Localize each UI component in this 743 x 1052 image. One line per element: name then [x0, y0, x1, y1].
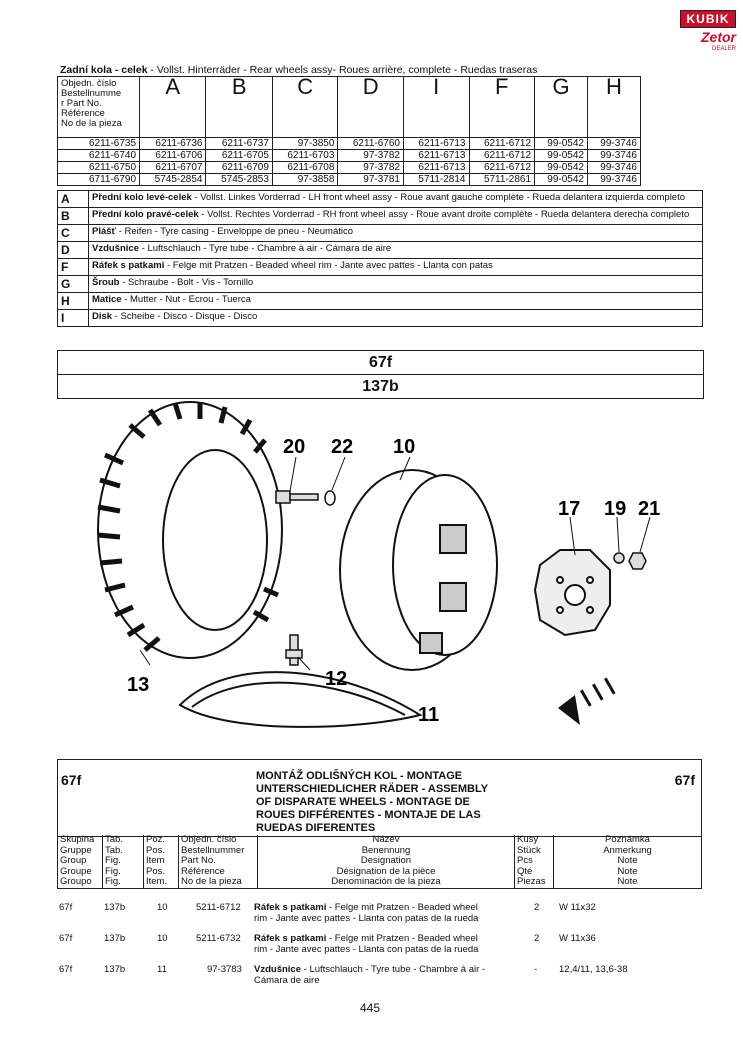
legend-bold: Přední kolo levé-celek: [92, 192, 192, 203]
legend-row: [58, 208, 703, 225]
legend-letter: A: [58, 191, 89, 208]
header-line: Bestellnumme: [61, 88, 122, 99]
column-letter: D: [338, 77, 404, 138]
direction-arrow: [558, 678, 616, 726]
valve-illustration: [286, 635, 302, 665]
item-name: [254, 902, 478, 913]
col-poz: [144, 835, 179, 888]
col-line: Item.: [146, 876, 168, 888]
legend-letter: D: [58, 242, 89, 259]
legend-desc: - Felge mit Pratzen - Beaded wheel rim - Jante avec pattes - Llanta con patas: [164, 260, 493, 271]
table-cell: 99-3746: [587, 174, 640, 186]
col-line: Fig.: [105, 855, 121, 867]
item-name-rest: - Felge mit Pratzen - Beaded wheel: [326, 902, 478, 913]
legend-text: [89, 242, 703, 259]
legend-bold: Šroub: [92, 277, 120, 288]
table-cell: 6211-6713: [403, 150, 469, 162]
section-title-line: OF DISPARATE WHEELS - MONTAGE DE: [256, 796, 470, 808]
group-code: 67f: [368, 354, 393, 371]
col-line: Designation: [360, 855, 412, 867]
callout-13: 13: [127, 674, 150, 696]
table-cell: 5711-2814: [403, 174, 469, 186]
item-name-bold: Vzdušnice: [254, 964, 301, 975]
col-line: Objedn. číslo: [181, 834, 237, 845]
section-header: [57, 759, 702, 837]
page-title-lead: Zadní kola - celek: [60, 64, 148, 76]
col-objedn: [179, 835, 258, 888]
legend-row: [58, 276, 703, 293]
legend-bold: Plášť: [92, 226, 117, 237]
legend-bold: Ráfek s patkami: [92, 260, 165, 271]
item-name-bold: Ráfek s patkami: [254, 933, 327, 944]
item-group: 67f: [59, 902, 73, 913]
legend-bold: Přední kolo pravé-celek: [92, 209, 199, 220]
legend-row: [58, 293, 703, 310]
legend-text: [89, 208, 703, 225]
col-line: Groupo: [60, 876, 92, 888]
item-tab: 137b: [104, 933, 126, 944]
legend-text: [89, 293, 703, 310]
legend-row: [58, 191, 703, 208]
legend-letter: C: [58, 225, 89, 242]
legend-text: [89, 276, 703, 293]
table-cell: 97-3782: [338, 150, 404, 162]
column-letter: A: [140, 77, 206, 138]
section-title-line: MONTÁŽ ODLIŠNÝCH KOL - MONTAGE: [256, 770, 463, 782]
table-cell: 99-3746: [587, 138, 640, 150]
col-line: No de la pieza: [181, 876, 242, 888]
group-box: [57, 350, 704, 399]
column-letter: I: [403, 77, 469, 138]
item-note: W 11x32: [559, 902, 596, 913]
table-cell: 6211-6712: [469, 138, 535, 150]
tyre-illustration: [98, 402, 282, 658]
item-tab: 137b: [104, 964, 126, 975]
exploded-diagram: [0, 395, 743, 757]
section-code-left: 67f: [61, 772, 82, 788]
legend-text: [89, 310, 703, 327]
legend-letter: F: [58, 259, 89, 276]
table-cell: 6211-6712: [469, 162, 535, 174]
column-letter: G: [535, 77, 588, 138]
section-title-line: UNTERSCHIEDLICHER RÄDER - ASSEMBLY: [256, 783, 489, 795]
table-row: [58, 174, 641, 186]
legend-desc: - Schraube - Bolt - Vis - Tornillo: [119, 277, 254, 288]
table-cell: 6211-6735: [58, 138, 140, 150]
item-part: 97-3783: [207, 964, 242, 975]
table-cell: 6211-6740: [58, 150, 140, 162]
item-note: 12,4/11, 13,6-38: [559, 964, 628, 975]
section-code-right: 67f: [674, 772, 695, 788]
header-line: r Part No.: [61, 98, 102, 109]
item-part: 5211-6732: [196, 933, 241, 944]
table-cell: 6211-6750: [58, 162, 140, 174]
col-line: Kusy: [517, 834, 539, 845]
callout-17: 17: [558, 498, 581, 520]
col-line: Note: [617, 855, 638, 867]
col-line: Fig.: [105, 876, 121, 888]
table-cell: 6211-6737: [206, 138, 272, 150]
legend-row: [58, 259, 703, 276]
item-pos: 11: [157, 964, 167, 975]
col-tab: [103, 835, 144, 888]
header-line: Objedn. číslo: [61, 78, 117, 89]
table-row: [58, 162, 641, 174]
col-line: Note: [617, 876, 638, 888]
item-name-line2: rim - Jante avec pattes - Llanta con patas de la rueda: [254, 944, 479, 955]
table-cell: 97-3850: [272, 138, 338, 150]
callout-19: 19: [604, 498, 627, 520]
col-line: Qté: [517, 865, 533, 877]
col-line: Pos.: [146, 844, 166, 856]
table-cell: 6211-6713: [403, 162, 469, 174]
table-cell: 6211-6703: [272, 150, 338, 162]
col-line: Anmerkung: [603, 844, 652, 856]
col-nazev: [258, 835, 515, 888]
wheel-parts-table: [57, 76, 641, 186]
table-cell: 97-3858: [272, 174, 338, 186]
col-line: Fig.: [105, 865, 121, 877]
figure-code: 137b: [58, 374, 703, 398]
table-row: [58, 150, 641, 162]
table-cell: 5745-2854: [140, 174, 206, 186]
header-line: Référence: [61, 108, 105, 119]
col-skupina: [58, 835, 103, 888]
callout-20: 20: [283, 436, 306, 458]
col-line: Benennung: [361, 844, 411, 856]
col-line: Part No.: [181, 855, 216, 867]
table-cell: 97-3782: [338, 162, 404, 174]
item-part: 5211-6712: [196, 902, 241, 913]
table-cell: 6211-6706: [140, 150, 206, 162]
hub-disc-illustration: [535, 550, 610, 635]
legend-text: [89, 259, 703, 276]
item-qty: -: [534, 964, 538, 975]
table-cell: 6211-6760: [338, 138, 404, 150]
table-cell: 5745-2853: [206, 174, 272, 186]
section-title-line: RUEDAS DIFERENTES: [256, 822, 376, 834]
legend-text: [89, 225, 703, 242]
col-line: Note: [617, 865, 638, 877]
col-line: Název: [372, 834, 400, 845]
table-cell: 6211-6713: [403, 138, 469, 150]
callout-11: 11: [418, 704, 440, 726]
col-line: Denominación de la pieza: [331, 876, 441, 888]
col-line: Piezas: [517, 876, 546, 888]
col-line: Poznámka: [605, 834, 650, 845]
table-cell: 99-0542: [535, 174, 588, 186]
col-line: Poz.: [146, 834, 166, 845]
table-cell: 6211-6712: [469, 150, 535, 162]
section-titles: [256, 770, 488, 835]
col-line: Gruppe: [60, 844, 92, 856]
col-kusy: [515, 835, 554, 888]
item-name: [254, 933, 478, 944]
column-letter: B: [206, 77, 272, 138]
table-cell: 6211-6708: [272, 162, 338, 174]
col-line: Tab.: [105, 834, 123, 845]
legend-bold: Vzdušnice: [92, 243, 139, 254]
table-cell: 6211-6707: [140, 162, 206, 174]
item-group: 67f: [59, 964, 73, 975]
table-cell: 99-0542: [535, 150, 588, 162]
item-name-bold: Ráfek s patkami: [254, 902, 327, 913]
brand-logo: [680, 10, 736, 58]
table-cell: 99-3746: [587, 150, 640, 162]
logo-zetor: Zetor: [701, 29, 736, 45]
logo-kubik: KUBIK: [680, 10, 736, 28]
tube-illustration: [180, 672, 420, 727]
legend-desc: - Vollst. Linkes Vorderrad - LH front wheel assy - Roue avant gauche complète - Rueda delantera izquierda completo: [191, 192, 686, 203]
header-line: No de la pieza: [61, 118, 122, 129]
legend-letter: B: [58, 208, 89, 225]
col-line: Tab.: [105, 844, 123, 856]
table-row: [58, 138, 641, 150]
legend-bold: Disk: [92, 311, 113, 322]
logo-dealer: DEALER: [711, 46, 736, 52]
callout-12: 12: [325, 668, 348, 690]
legend-desc: - Vollst. Rechtes Vorderrad - RH front wheel assy - Roue avant droite complète - Rueda delantera derecha completo: [198, 209, 690, 220]
item-group: 67f: [59, 933, 73, 944]
col-line: Item: [146, 855, 165, 867]
callout-10: 10: [393, 436, 416, 458]
table-cell: 99-0542: [535, 162, 588, 174]
legend-letter: H: [58, 293, 89, 310]
item-name-line2: Cámara de aire: [254, 975, 320, 986]
nut-illustration: [614, 553, 646, 569]
table-cell: 6211-6705: [206, 150, 272, 162]
col-line: Désignation de la pièce: [336, 865, 436, 877]
col-line: Pcs: [517, 855, 533, 867]
legend-row: [58, 242, 703, 259]
col-line: Groupe: [60, 865, 92, 877]
legend-desc: - Mutter - Nut - Ecrou - Tuerca: [121, 294, 251, 305]
col-line: Stück: [517, 844, 541, 856]
column-letter: H: [587, 77, 640, 138]
rim-illustration: [340, 470, 497, 670]
column-header-table: [57, 835, 702, 889]
item-name-rest: - Luftschlauch - Tyre tube - Chambre à air -: [301, 964, 486, 975]
callout-22: 22: [331, 436, 354, 458]
col-line: Bestellnummer: [181, 844, 245, 856]
legend-table: [57, 190, 703, 327]
legend-letter: I: [58, 310, 89, 327]
table-cell: 99-0542: [535, 138, 588, 150]
table-cell: 97-3781: [338, 174, 404, 186]
item-tab: 137b: [104, 902, 126, 913]
item-name-rest: - Felge mit Pratzen - Beaded wheel: [326, 933, 478, 944]
legend-desc: - Luftschlauch - Tyre tube - Chambre à air - Cámara de aire: [139, 243, 392, 254]
item-name-line2: rim - Jante avec pattes - Llanta con patas de la rueda: [254, 913, 479, 924]
bolt-illustration: [276, 491, 335, 505]
legend-row: [58, 310, 703, 327]
item-pos: 10: [157, 933, 168, 944]
col-poznamka: [554, 835, 702, 888]
legend-desc: - Scheibe - Disco - Disque - Disco: [112, 311, 258, 322]
callout-21: 21: [638, 498, 661, 520]
table-cell: 5711-2861: [469, 174, 535, 186]
table-cell: 99-3746: [587, 162, 640, 174]
part-number-header: [58, 77, 140, 138]
col-line: Group: [60, 855, 87, 867]
col-line: Skupina: [60, 834, 95, 845]
table-cell: 6211-6736: [140, 138, 206, 150]
table-header-row: [58, 77, 641, 138]
legend-row: [58, 225, 703, 242]
legend-letter: G: [58, 276, 89, 293]
legend-desc: - Reifen - Tyre casing - Enveloppe de pneu - Neumático: [116, 226, 354, 237]
section-title-line: ROUES DIFFÉRENTES - MONTAJE DE LAS: [256, 809, 481, 821]
legend-text: [89, 191, 703, 208]
table-cell: 6711-6790: [58, 174, 140, 186]
table-cell: 6211-6709: [206, 162, 272, 174]
column-letter: C: [272, 77, 338, 138]
item-pos: 10: [157, 902, 168, 913]
page-number: 445: [360, 1001, 381, 1015]
page-title-rest: - Vollst. Hinterräder - Rear wheels assy- Roues arrière, complete - Ruedas traseras: [147, 64, 538, 76]
col-line: Pos.: [146, 865, 166, 877]
item-note: W 11x36: [559, 933, 596, 944]
legend-bold: Matice: [92, 294, 122, 305]
item-qty: 2: [534, 902, 540, 913]
item-qty: 2: [534, 933, 540, 944]
col-line: Référence: [181, 865, 225, 877]
column-letter: F: [469, 77, 535, 138]
column-header-row: [58, 835, 702, 888]
item-name: [254, 964, 485, 975]
